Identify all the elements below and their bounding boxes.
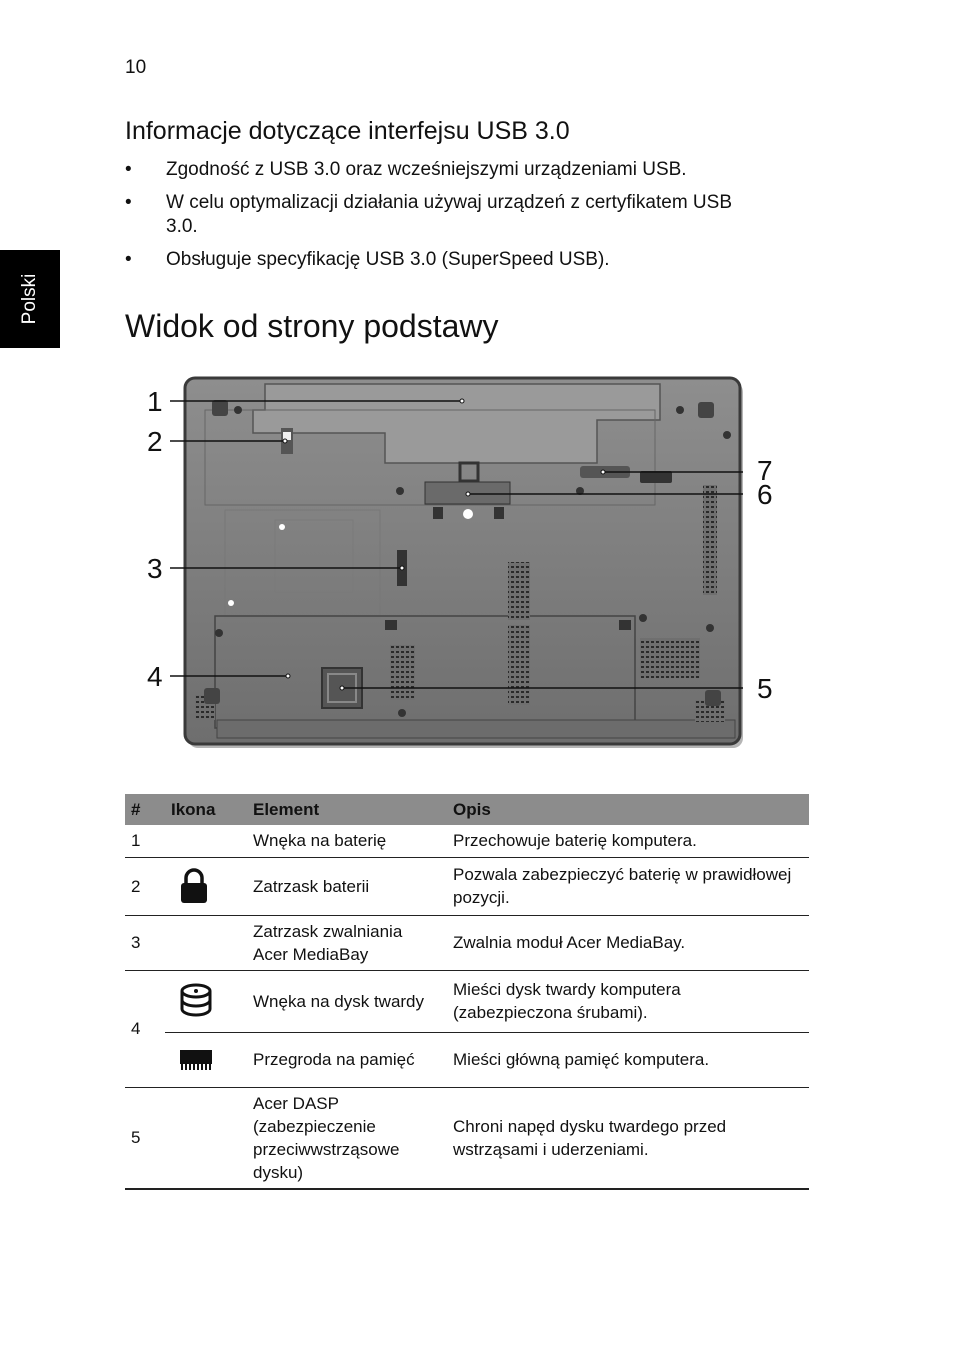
row-description: Pozwala zabezpieczyć baterię w prawidłowej pozycji. [447, 857, 809, 915]
row-number: 5 [125, 1087, 165, 1189]
header-element: Element [247, 794, 447, 825]
header-number: # [125, 794, 165, 825]
hard-disk-icon [179, 983, 213, 1019]
laptop-bottom-view-illustration [135, 370, 795, 760]
row-description: Chroni napęd dysku twardego przed wstrząsami i uderzeniami. [447, 1087, 809, 1189]
page-number: 10 [125, 57, 147, 78]
row-element: Przegroda na pamięć [247, 1032, 447, 1087]
callout-5: 5 [757, 673, 773, 704]
row-number: 1 [125, 825, 165, 857]
row-icon [165, 857, 247, 915]
list-item [125, 158, 765, 182]
callout-4: 4 [147, 661, 163, 692]
list-item [125, 191, 765, 239]
row-icon [165, 1087, 247, 1189]
usb-feature-list [125, 158, 765, 281]
table-header-row [125, 794, 809, 825]
usb-section-title: Informacje dotyczące interfejsu USB 3.0 [125, 117, 570, 145]
language-tab-label: Polski [19, 273, 40, 325]
row-element: Wnęka na baterię [247, 825, 447, 857]
bottom-view-title: Widok od strony podstawy [125, 308, 499, 344]
row-icon [165, 825, 247, 857]
table-row [125, 915, 809, 970]
row-icon [165, 1032, 247, 1087]
row-element: Zatrzask baterii [247, 857, 447, 915]
table-row [125, 825, 809, 857]
header-description: Opis [447, 794, 809, 825]
table-row [125, 1087, 809, 1189]
row-description: Mieści główną pamięć komputera. [447, 1032, 809, 1087]
header-icon: Ikona [165, 794, 247, 825]
callout-6: 6 [757, 479, 773, 510]
table-row [125, 1032, 809, 1087]
row-description: Mieści dysk twardy komputera (zabezpieczona śrubami). [447, 970, 809, 1032]
callout-7: 7 [757, 455, 773, 486]
callout-1: 1 [147, 386, 163, 417]
row-icon [165, 970, 247, 1032]
lock-icon [179, 868, 209, 904]
row-number: 4 [125, 970, 165, 1087]
list-item-text: W celu optymalizacji działania używaj urządzeń z certyfikatem USB 3.0. [166, 192, 732, 237]
bullet: • [125, 249, 132, 270]
row-description: Zwalnia moduł Acer MediaBay. [447, 915, 809, 970]
table-row [125, 857, 809, 915]
row-icon [165, 915, 247, 970]
memory-module-icon [179, 1048, 213, 1072]
list-item [125, 248, 765, 272]
row-element: Zatrzask zwalniania Acer MediaBay [247, 915, 447, 970]
row-element: Wnęka na dysk twardy [247, 970, 447, 1032]
row-number: 2 [125, 857, 165, 915]
row-number: 3 [125, 915, 165, 970]
row-description: Przechowuje baterię komputera. [447, 825, 809, 857]
table-row [125, 970, 809, 1032]
callout-2: 2 [147, 426, 163, 457]
callout-3: 3 [147, 553, 163, 584]
language-tab [0, 250, 60, 348]
bullet: • [125, 159, 132, 180]
components-table [125, 794, 809, 1190]
bullet: • [125, 192, 132, 213]
list-item-text: Zgodność z USB 3.0 oraz wcześniejszymi urządzeniami USB. [166, 159, 687, 180]
list-item-text: Obsługuje specyfikację USB 3.0 (SuperSpeed USB). [166, 249, 610, 270]
row-element: Acer DASP (zabezpieczenie przeciwwstrząsowe dysku) [247, 1087, 447, 1189]
